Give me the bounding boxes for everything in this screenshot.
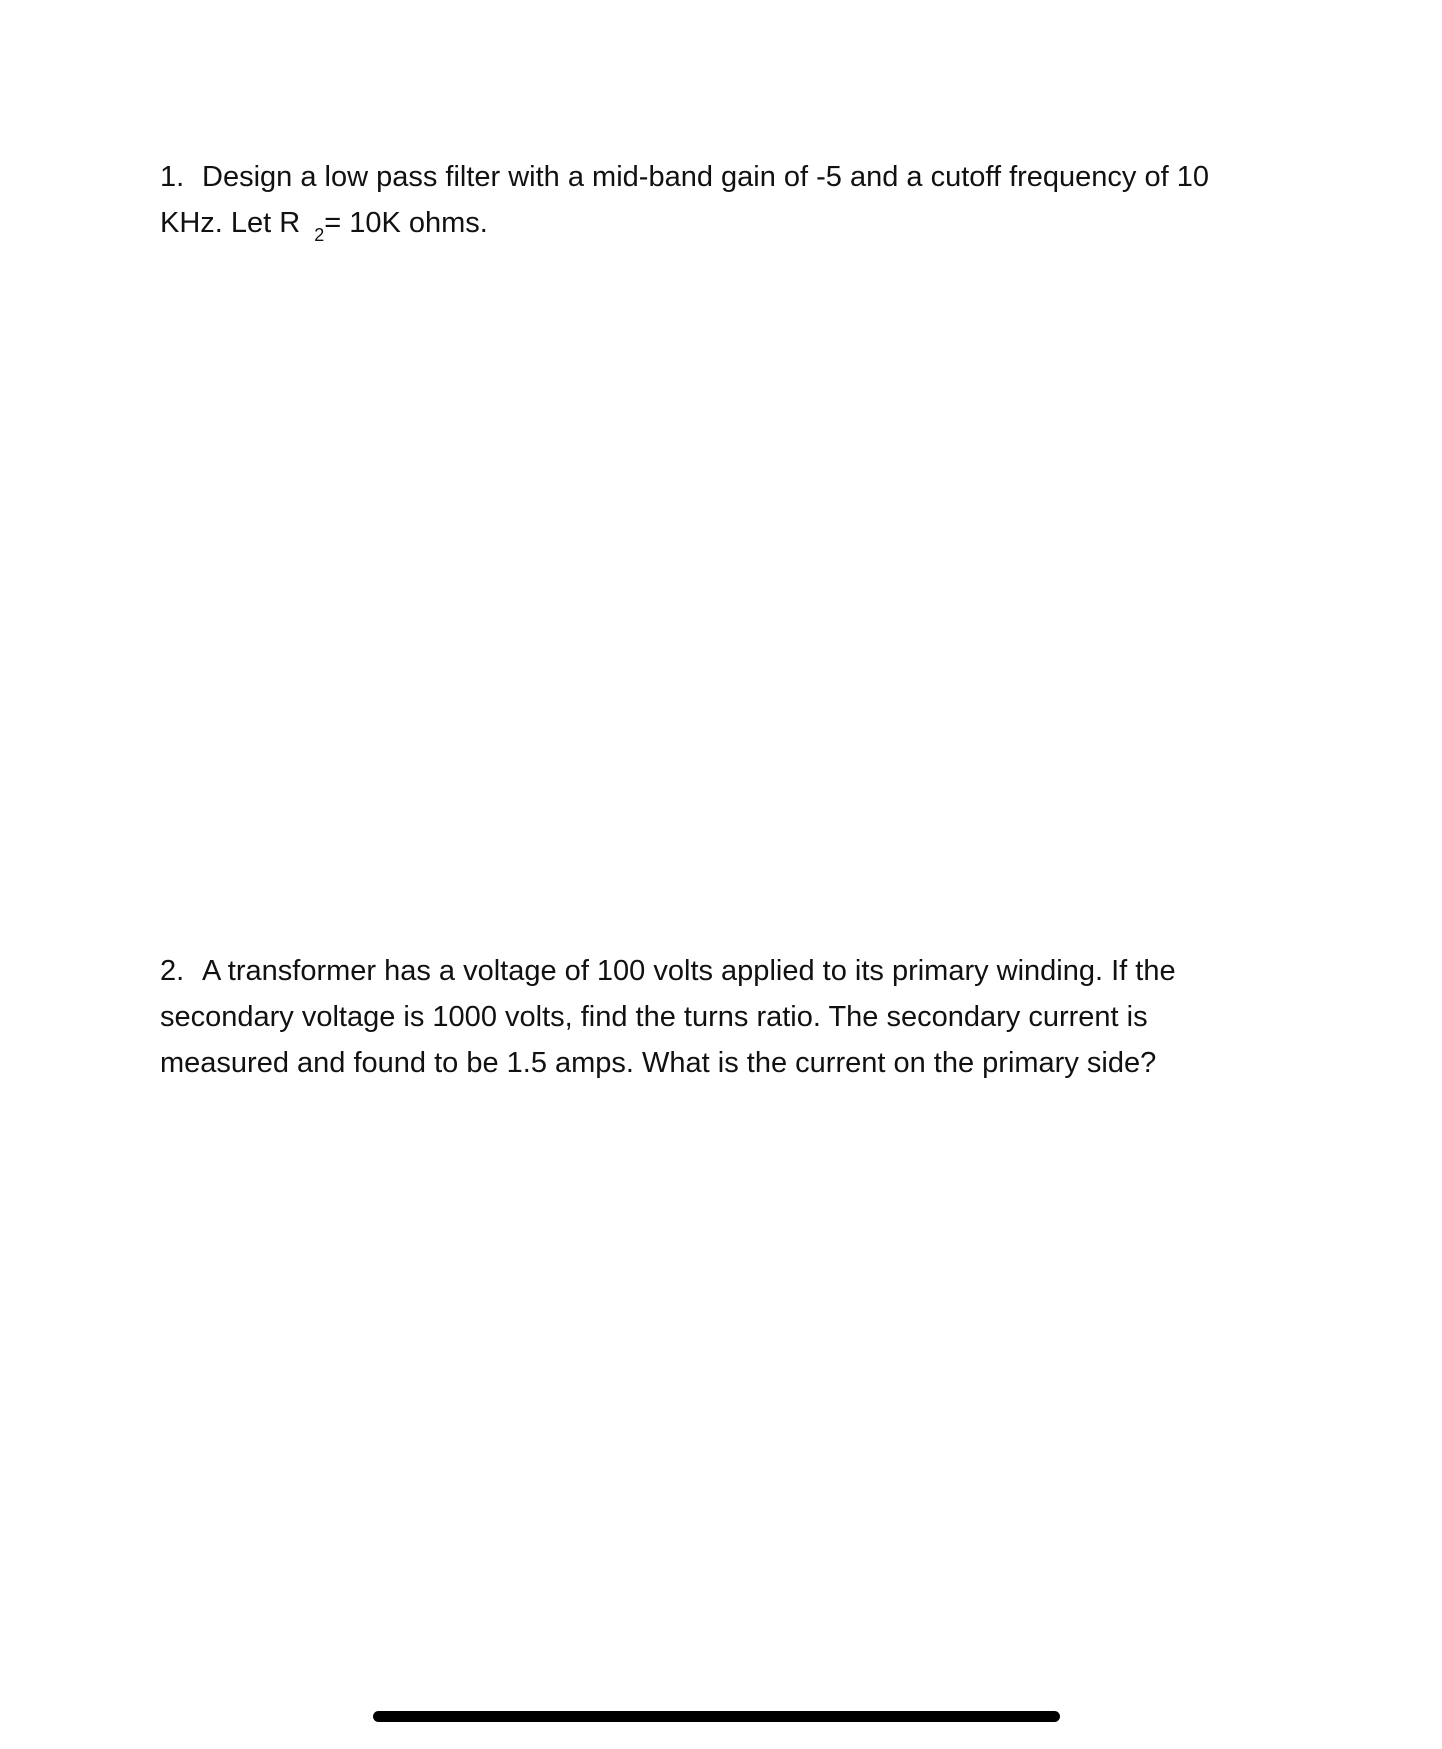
question-1	[160, 154, 1280, 249]
question-2-line-3	[160, 1040, 1280, 1086]
question-2-text-line-2: secondary voltage is 1000 volts, find the turns ratio. The secondary current is	[160, 1001, 1148, 1033]
question-1-line-2	[160, 200, 1280, 249]
question-1-text-line-1: Design a low pass filter with a mid-band gain of -5 and a cutoff frequency of 10	[202, 161, 1209, 193]
question-2-line-1	[160, 948, 1280, 994]
question-2-number: 2.	[160, 955, 185, 987]
question-1-number: 1.	[160, 161, 185, 193]
question-2	[160, 948, 1280, 1086]
question-1-line-1	[160, 154, 1280, 200]
subscript-2: 2	[314, 225, 325, 245]
question-2-line-2	[160, 994, 1280, 1040]
home-indicator[interactable]	[373, 1711, 1060, 1722]
question-2-text-line-3: measured and found to be 1.5 amps. What is the current on the primary side?	[160, 1047, 1157, 1079]
question-2-text-line-1: A transformer has a voltage of 100 volts applied to its primary winding. If the	[202, 955, 1176, 987]
question-1-text-line-2-end: = 10K ohms.	[324, 207, 488, 239]
question-1-text-line-2: KHz. Let R	[160, 207, 301, 239]
